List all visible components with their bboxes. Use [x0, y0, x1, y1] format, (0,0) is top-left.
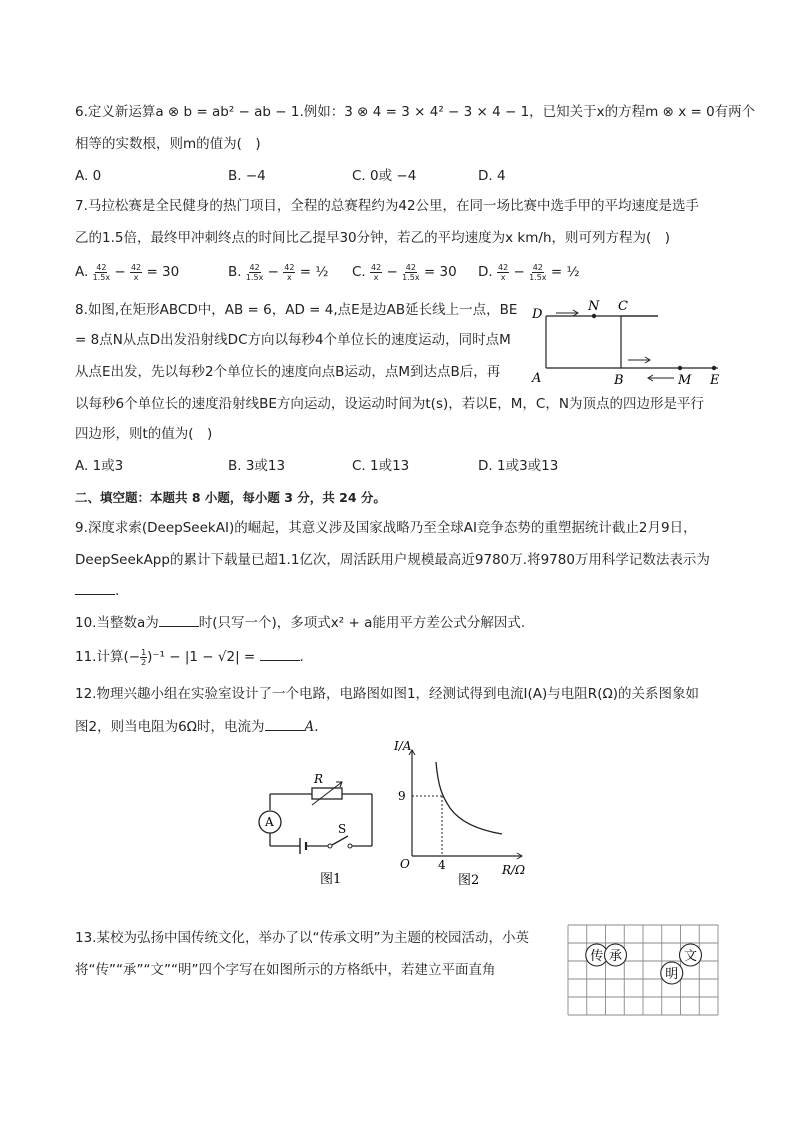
ammeter-label: A [265, 815, 274, 829]
q7-option-b: B. $\frac{42}{1.5x}$ − $\frac{42}{x}$ = ½ [228, 262, 329, 282]
grid-char: 承 [608, 949, 623, 964]
y-tick-9: 9 [398, 789, 406, 803]
q8-option-c: C. 1或13 [352, 458, 410, 474]
q11: 11.计算(− $\frac{1}{2}$ )⁻¹ − |1 − √2| = . [75, 647, 304, 667]
q10-answer-blank [159, 612, 199, 627]
x-tick-4: 4 [438, 858, 446, 872]
switch-label: S [338, 822, 347, 836]
q6-option-c: C. 0或 −4 [352, 168, 417, 184]
q7-option-d: D. $\frac{42}{x}$ − $\frac{42}{1.5x}$ = ½ [478, 262, 580, 282]
grid-char: 明 [665, 967, 679, 982]
grid-char: 传 [590, 949, 604, 964]
q6-option-a: A. 0 [75, 168, 102, 184]
q8-rectangle-figure [528, 296, 728, 388]
label-a: A [532, 371, 542, 386]
label-b: B [614, 373, 624, 388]
label-e: E [710, 373, 720, 388]
label-n: N [588, 299, 600, 314]
q11-answer-blank [260, 646, 300, 661]
q8-option-d: D. 1或3或13 [478, 458, 559, 474]
q9-answer-blank [75, 580, 115, 595]
current-resistance-graph-fig2 [390, 736, 540, 890]
q7-option-c: C. $\frac{42}{x}$ − $\frac{42}{1.5x}$ = 30 [352, 262, 457, 282]
q8-line3: 从点E出发，先以每秒2个单位长的速度向点B运动，点M到达点B后，再 [75, 364, 501, 380]
q12-answer-blank [265, 716, 305, 731]
x-axis-label: R/Ω [502, 863, 526, 877]
q6-option-b: B. −4 [228, 168, 266, 184]
resistor-label: R [314, 772, 324, 786]
q9-line2: DeepSeekApp的累计下载量已超1.1亿次，周活跃用户规模最高近9780万.将9780万用科学记数法表示为 [75, 552, 710, 568]
q10: 10.当整数a为 时(只写一个)，多项式x² + a能用平方差公式分解因式. [75, 612, 725, 633]
q7-option-a: A. $\frac{42}{1.5x}$ − $\frac{42}{x}$ = 30 [75, 262, 180, 282]
q8-option-b: B. 3或13 [228, 458, 286, 474]
q7-line1: 7.马拉松赛是全民健身的热门项目，全程的总赛程约为42公里，在同一场比赛中选手甲的平均速度是选手 [75, 198, 700, 214]
q12-line1: 12.物理兴趣小组在实验室设计了一个电路，电路图如图1，经测试得到电流I(A)与电阻R(Ω)的关系图象如 [75, 686, 700, 702]
q8-option-a: A. 1或3 [75, 458, 124, 474]
q8-line2: = 8点N从点D出发沿射线DC方向以每秒4个单位长的速度运动，同时点M [75, 332, 511, 348]
fig2-caption: 图2 [458, 873, 480, 888]
q12-line2: 图2，则当电阻为6Ω时，电流为 A. [75, 716, 725, 737]
y-axis-label: I/A [394, 739, 412, 753]
section-heading: 二、填空题：本题共 8 小题，每小题 3 分，共 24 分。 [75, 490, 386, 505]
grid-paper-figure [567, 924, 719, 1016]
q6-option-d: D. 4 [478, 168, 506, 184]
origin-label: O [400, 857, 410, 871]
q9-line3: . [75, 580, 725, 601]
grid-char: 文 [683, 949, 698, 964]
q11-fraction: $\frac{1}{2}$ [141, 647, 147, 667]
q6-line2: 相等的实数根，则m的值为( ) [75, 136, 261, 152]
q13-line2: 将“传”“承”“文”“明”四个字写在如图所示的方格纸中，若建立平面直角 [75, 962, 496, 978]
q8-line4: 以每秒6个单位长的速度沿射线BE方向运动，设运动时间为t(s)，若以E，M，C，N为顶点的四边形是平行 [75, 396, 704, 412]
label-c: C [618, 299, 628, 314]
label-m: M [678, 373, 692, 388]
q7-line2: 乙的1.5倍，最终甲冲刺终点的时间比乙提早30分钟，若乙的平均速度为x km/h，则可列方程为( ) [75, 230, 671, 246]
circuit-diagram-fig1 [256, 770, 381, 890]
q13-line1: 13.某校为弘扬中国传统文化，举办了以“传承文明”为主题的校园活动，小英 [75, 930, 529, 946]
fig1-caption: 图1 [320, 872, 342, 887]
label-d: D [532, 307, 543, 322]
q8-line1: 8.如图,在矩形ABCD中，AB = 6，AD = 4,点E是边AB延长线上一点，BE [75, 302, 518, 318]
q6-line1: 6.定义新运算a ⊗ b = ab² − ab − 1.例如：3 ⊗ 4 = 3 × 4² − 3 × 4 − 1，已知关于x的方程m ⊗ x = 0有两个 [75, 104, 756, 120]
q9-line1: 9.深度求索(DeepSeekAI)的崛起，其意义涉及国家战略乃至全球AI竞争态势的重塑据统计截止2月9日， [75, 520, 697, 536]
q8-line5: 四边形，则t的值为( ) [75, 426, 213, 442]
